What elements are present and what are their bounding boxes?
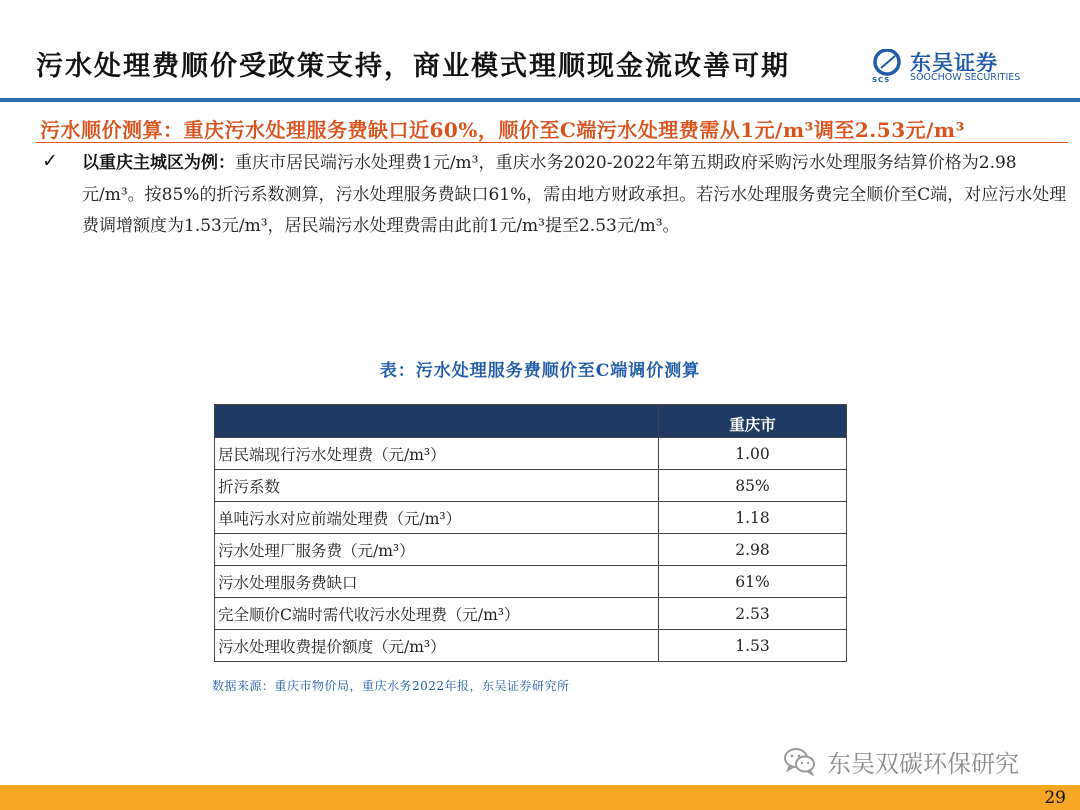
row-label: 单吨污水对应前端处理费（元/m³） (215, 502, 659, 534)
wechat-icon (783, 746, 817, 776)
row-label: 折污系数 (215, 470, 659, 502)
table-header-blank (215, 405, 659, 438)
section-subtitle: 污水顺价测算：重庆污水处理服务费缺口近60%，顺价至C端污水处理费需从1元/m³调至2.53元/m³ (40, 118, 965, 142)
logo-name-en: SOOCHOW SECURITIES (910, 72, 1021, 83)
slide-header (0, 0, 1080, 100)
pricing-table (214, 404, 847, 662)
wechat-watermark (783, 744, 1053, 780)
row-value: 1.18 (659, 502, 847, 534)
page-title: 污水处理费顺价受政策支持，商业模式理顺现金流改善可期 (36, 51, 790, 82)
checkmark-icon: ✓ (42, 150, 58, 172)
table-header-row (215, 405, 847, 438)
bullet-lead: 以重庆主城区为例： (82, 153, 235, 173)
subtitle-divider (36, 142, 1068, 143)
table-caption: 表：污水处理服务费顺价至C端调价测算 (379, 361, 701, 381)
row-value: 2.53 (659, 598, 847, 630)
table-header-city: 重庆市 (659, 405, 847, 438)
logo-abbreviation: SCS (872, 76, 891, 84)
row-label: 居民端现行污水处理费（元/m³） (215, 438, 659, 470)
logo-name-cn: 东吴证券 (910, 51, 998, 75)
table-row (215, 630, 847, 662)
table-row (215, 470, 847, 502)
row-value: 2.98 (659, 534, 847, 566)
table-row (215, 534, 847, 566)
watermark-text: 东吴双碳环保研究 (827, 750, 1019, 778)
row-label: 污水处理厂服务费（元/m³） (215, 534, 659, 566)
row-value: 85% (659, 470, 847, 502)
table-row (215, 438, 847, 470)
table-row (215, 598, 847, 630)
header-divider (0, 98, 1080, 102)
row-label: 完全顺价C端时需代收污水处理费（元/m³） (215, 598, 659, 630)
row-value: 1.53 (659, 630, 847, 662)
brand-logo (872, 49, 1032, 85)
footer-bar (0, 785, 1080, 810)
data-source-note: 数据来源：重庆市物价局，重庆水务2022年报，东吴证券研究所 (212, 679, 570, 693)
page-number: 29 (1044, 788, 1066, 808)
bullet-paragraph (82, 148, 1067, 243)
table-row (215, 502, 847, 534)
row-value: 61% (659, 566, 847, 598)
table-row (215, 566, 847, 598)
bullet-text: 重庆市居民端污水处理费1元/m³，重庆水务2020-2022年第五期政府采购污水处理服务结算价格为2.98元/m³。按85%的折污系数测算，污水处理服务费缺口61%，需由地方财政承担。若污水处理服务费完全顺价至C端，对应污水处理费调增额度为1.53元/m³，居民端污水处理费需由此前1元/m³提至2.53元/m³。 (82, 153, 1067, 236)
row-label: 污水处理收费提价额度（元/m³） (215, 630, 659, 662)
row-value: 1.00 (659, 438, 847, 470)
row-label: 污水处理服务费缺口 (215, 566, 659, 598)
